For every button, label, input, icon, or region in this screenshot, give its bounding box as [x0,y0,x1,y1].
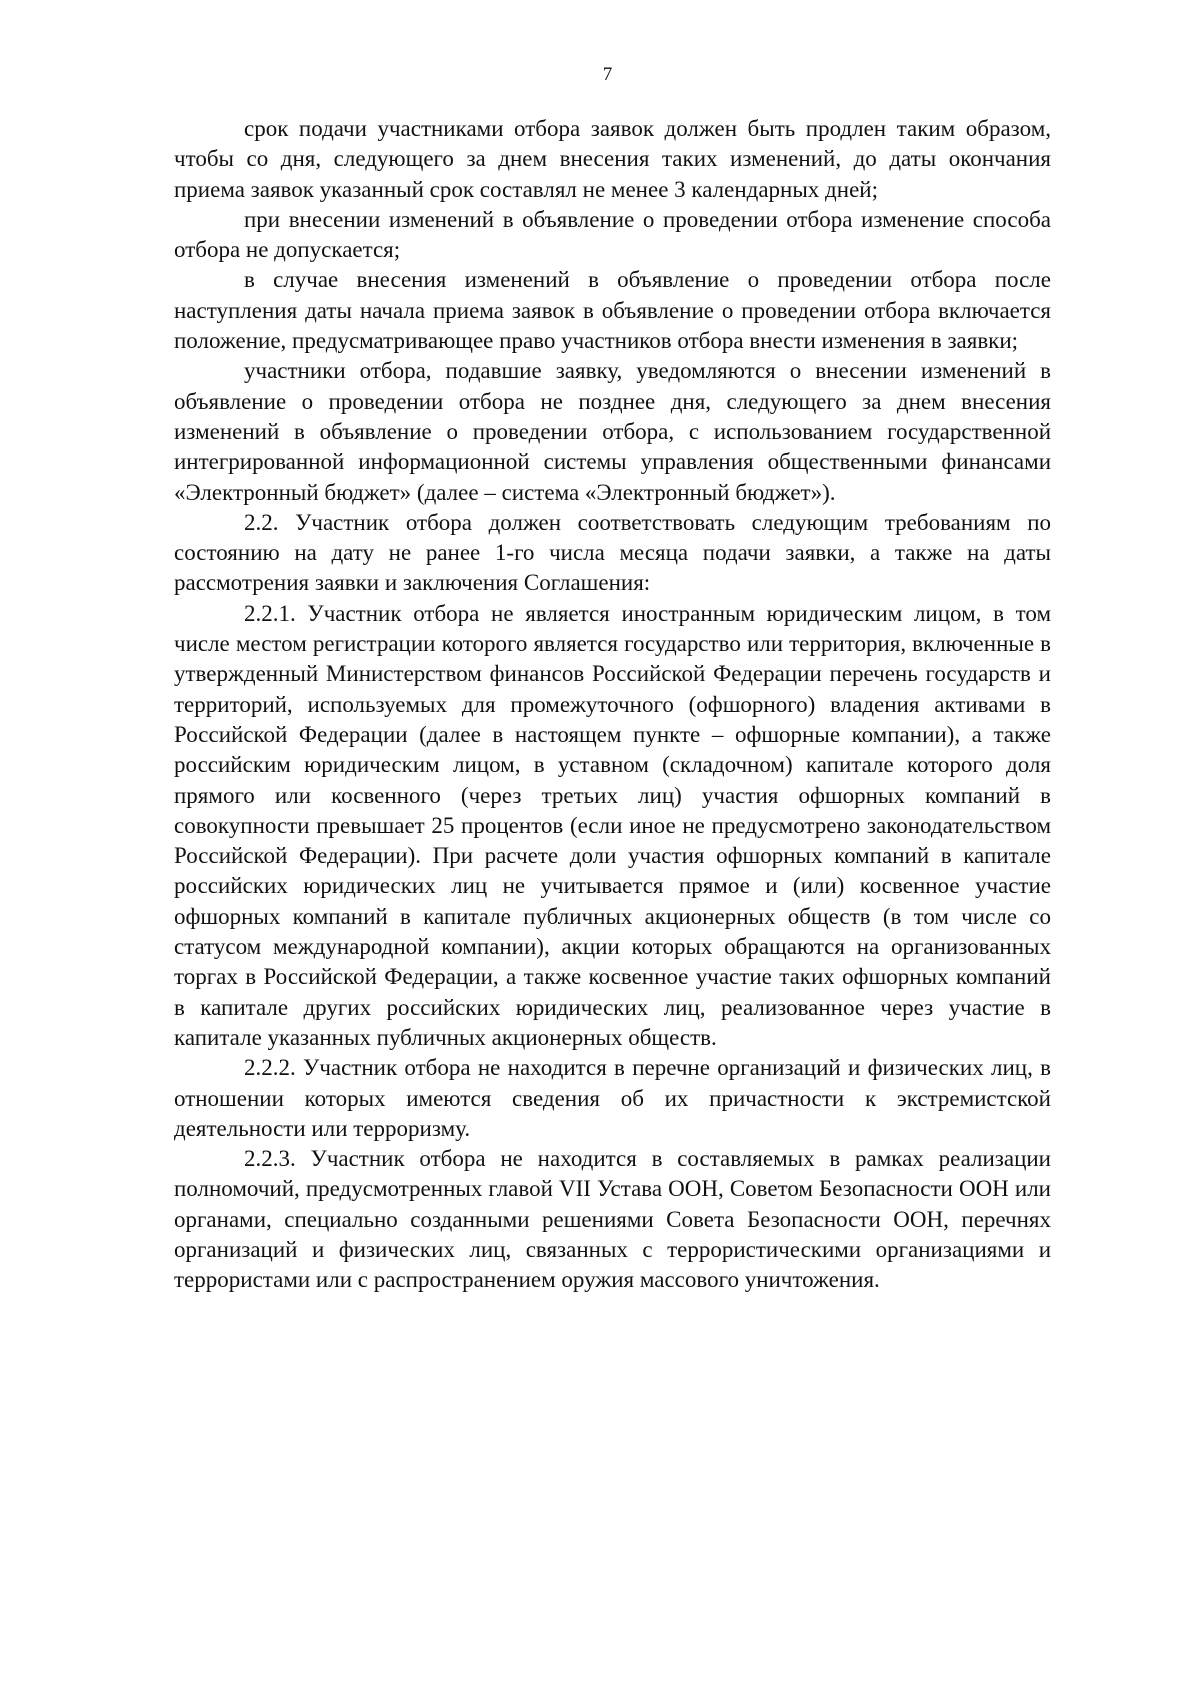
paragraph-participant-notification: участники отбора, подавшие заявку, уведомляются о внесении изменений в объявление о проведении отбора не позднее дня, следующего за днем внесения изменений в объявление о проведении отбора, с использованием государственной интегрированной информационной системы управления общественными финансами «Электронный бюджет» (далее – система «Электронный бюджет»). [174,358,1051,505]
paragraph-submission-deadline: срок подачи участниками отбора заявок должен быть продлен таким образом, чтобы со дня, следующего за днем внесения таких изменений, до даты окончания приема заявок указанный срок составлял не менее 3 календарных дней; [174,116,1051,202]
paragraph-section-2-2-3: 2.2.3. Участник отбора не находится в составляемых в рамках реализации полномочий, предусмотренных главой VII Устава ООН, Советом Безопасности ООН или органами, специально созданными решениями Совета Безопасности ООН, перечнях организаций и физических лиц, связанных с террористическими организациями и террористами или с распространением оружия массового уничтожения. [174,1146,1051,1293]
paragraph-application-changes: в случае внесения изменений в объявление о проведении отбора после наступления даты начала приема заявок в объявление о проведении отбора включается положение, предусматривающее право участников отбора внести изменения в заявки; [174,267,1051,354]
paragraph-section-2-2-2: 2.2.2. Участник отбора не находится в перечне организаций и физических лиц, в отношении которых имеются сведения об их причастности к экстремистской деятельности или терроризму. [174,1055,1051,1141]
paragraph-selection-method: при внесении изменений в объявление о проведении отбора изменение способа отбора не допускается; [174,206,1051,263]
paragraph-section-2-2: 2.2. Участник отбора должен соответствовать следующим требованиям по состоянию на дату не ранее 1-го числа месяца подачи заявки, а также на даты рассмотрения заявки и заключения Соглашения: [174,509,1051,596]
page-number: 7 [602,64,613,85]
document-body [174,114,1051,1296]
paragraph-section-2-2-1: 2.2.1. Участник отбора не является иностранным юридическим лицом, в том числе местом регистрации которого является государство или территория, включенные в утвержденный Министерством финансов Российской Федерации перечень государств и территорий, используемых для промежуточного (офшорного) владения активами в Российской Федерации (далее в настоящем пункте – офшорные компании), а также российским юридическим лицом, в уставном (складочном) капитале которого доля прямого или косвенного (через третьих лиц) участия офшорных компаний в совокупности превышает 25 процентов (если иное не предусмотрено законодательством Российской Федерации). При расчете доли участия офшорных компаний в капитале российских юридических лиц не учитывается прямое и (или) косвенное участие офшорных компаний в капитале публичных акционерных обществ (в том числе со статусом международной компании), акции которых обращаются на организованных торгах в Российской Федерации, а также косвенное участие таких офшорных компаний в капитале других российских юридических лиц, реализованное через участие в капитале указанных публичных акционерных обществ. [174,600,1051,1050]
